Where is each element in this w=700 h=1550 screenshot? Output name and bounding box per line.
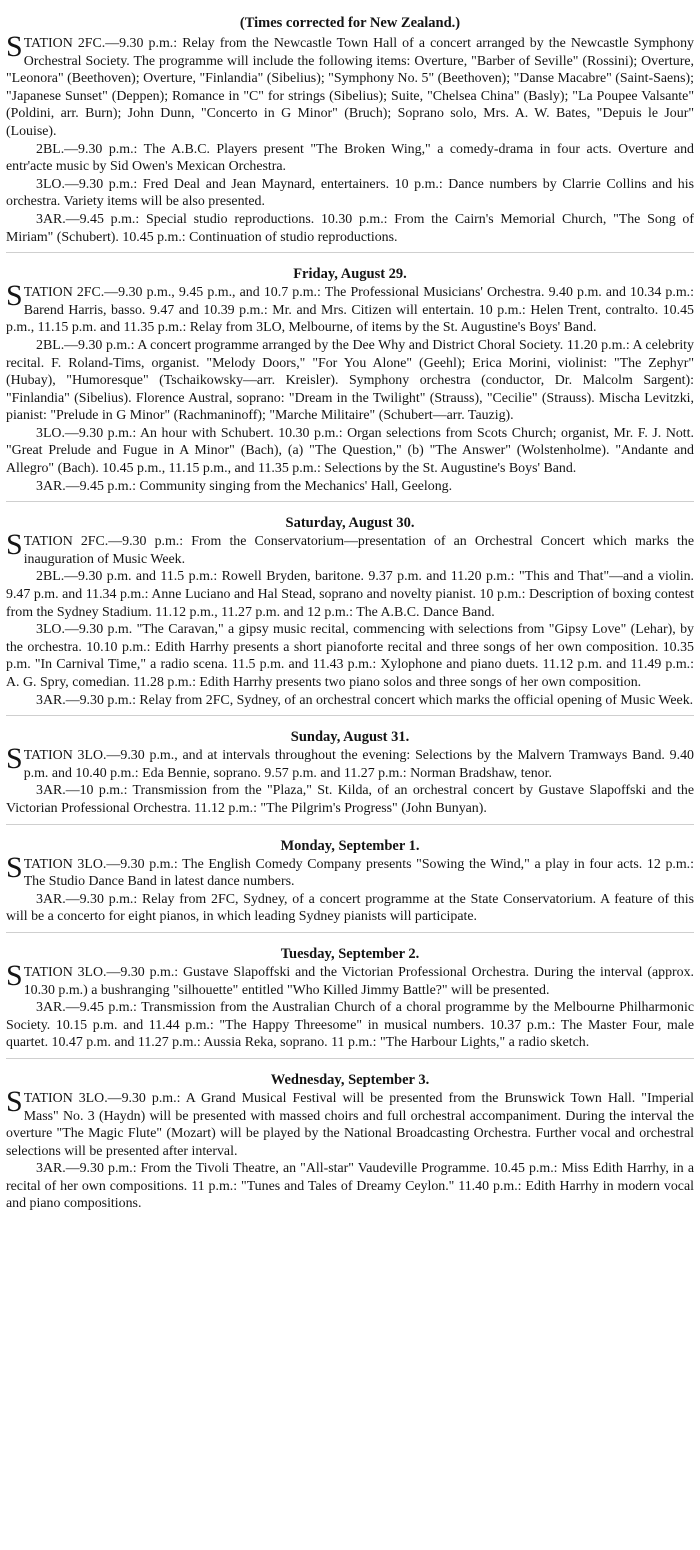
listing-paragraph: 3AR.—9.30 p.m.: Relay from 2FC, Sydney, of an orchestral concert which marks the official opening of Music Week. bbox=[36, 692, 694, 708]
section-divider bbox=[6, 1058, 694, 1059]
section-sunday bbox=[6, 728, 694, 817]
day-heading: Tuesday, September 2. bbox=[280, 945, 420, 962]
listing-paragraph: STATION 2FC.—9.30 p.m.: Relay from the Newcastle Town Hall of a concert arranged by the Newcastle Symphony Orchestral Society. The programme will include the following items: Overture, "Barber of Seville" (Rossini); Overture, "Leonora" (Beethoven); Overture, "Finlandia" (Sibelius); "Symphony No. 5" (Beethoven); "Danse Macabre" (Saint-Saens); "Japanese Sunset" (Deppen); Romance in "C" for strings (Sibelius); Suite, "Chelsea China" (Basly); "La Poupee Valsante" (Poldini, arr. Burn); John Dunn, "Concerto in G Minor" (Bruch); Soprano solo, Mrs. A. W. Bates, "Depuis le Jour" (Louise). bbox=[6, 30, 694, 139]
listing-paragraph: 2BL.—9.30 p.m.: The A.B.C. Players present "The Broken Wing," a comedy-drama in four acts. Overture and entr'acte music by Sid Owen's Mexican Orchestra. bbox=[6, 141, 694, 175]
listing-paragraph: 3AR.—9.45 p.m.: Community singing from the Mechanics' Hall, Geelong. bbox=[36, 478, 453, 494]
section-wednesday bbox=[6, 1071, 694, 1213]
listing-paragraph: STATION 3LO.—9.30 p.m.: The English Comedy Company presents "Sowing the Wind," a play in four acts. 12 p.m.: The Studio Dance Band in latest dance numbers. bbox=[6, 850, 694, 890]
listing-paragraph: STATION 3LO.—9.30 p.m., and at intervals throughout the evening: Selections by the Malvern Tramways Band. 9.40 p.m. and 10.40 p.m.: Eda Bennie, soprano. 9.57 p.m. and 11.27 p.m.: Norman Bradshaw, tenor. bbox=[6, 742, 694, 781]
day-heading: Monday, September 1. bbox=[280, 837, 420, 854]
listing-paragraph: STATION 2FC.—9.30 p.m.: From the Conservatorium—presentation of an Orchestral Concert which marks the inauguration of Music Week. bbox=[6, 528, 694, 567]
day-heading: Friday, August 29. bbox=[293, 266, 407, 283]
section-divider bbox=[6, 501, 694, 502]
day-heading: Saturday, August 30. bbox=[285, 515, 415, 532]
section-saturday bbox=[6, 514, 694, 709]
listing-paragraph: 3AR.—10 p.m.: Transmission from the "Plaza," St. Kilda, of an orchestral concert by Gustave Slapoffski and the Victorian Professional Orchestra. 11.12 p.m.: "The Pilgrim's Progress" (John Bunyan). bbox=[6, 783, 694, 816]
listing-paragraph: 3LO.—9.30 p.m.: An hour with Schubert. 10.30 p.m.: Organ selections from Scots Church; organist, Mr. F. J. Nott. "Great Prelude and Fugue in A Minor" (Bach), (a) "The Question," (b) "The Answer" (Wolstenholme). "Andante and Allegro" (Bach). 10.45 p.m., 11.15 p.m., and 11.35 p.m.: Selections by the St. Augustine's Boys' Band. bbox=[6, 425, 694, 477]
listing-paragraph: 3AR.—9.30 p.m.: From the Tivoli Theatre, an "All-star" Vaudeville Programme. 10.45 p.m.: Miss Edith Harrhy, in a recital of her own compositions. 11 p.m.: "Tunes and Tales of Dreamy Ceylon." 11.40 p.m.: Edith Harrhy in modern vocal and piano compositions. bbox=[6, 1161, 694, 1212]
section-tuesday bbox=[6, 945, 694, 1052]
page-header: (Times corrected for New Zealand.) bbox=[239, 15, 461, 31]
section-friday bbox=[6, 265, 694, 495]
listing-paragraph: 3AR.—9.30 p.m.: Relay from 2FC, Sydney, of a concert programme at the State Conservatorium. A feature of this will be a concerto for eight pianos, in which leading Sydney pianists will participate. bbox=[6, 891, 694, 925]
listing-paragraph: 2BL.—9.30 p.m.: A concert programme arranged by the Dee Why and District Choral Society. 11.20 p.m.: A celebrity recital. F. Roland-Tims, organist. "Melody Doors," "For You Alone" (Geehl); Erica Morini, violinist: "The Zephyr" (Hubay), "Humoresque" (Tschaikowsky—arr. Kreisler). Symphony orchestra (conductor, Dr. Malcolm Sargent): "Finlandia" (Sibelius). Florence Austral, soprano: "Dream in the Twilight" (Strauss), "Cecilie" (Strauss). Mischa Levitzki, pianist: "Prelude in G Minor" (Rachmaninoff); "Marche Militaire" (Schubert—arr. Tauzig). bbox=[6, 337, 694, 424]
day-heading: Sunday, August 31. bbox=[290, 729, 410, 746]
section-divider bbox=[6, 252, 694, 253]
day-heading: Wednesday, September 3. bbox=[270, 1071, 430, 1088]
listing-paragraph: STATION 3LO.—9.30 p.m.: A Grand Musical Festival will be presented from the Brunswick Town Hall. "Imperial Mass" No. 3 (Haydn) will be presented with massed choirs and full orchestral accompaniment. During the interval the overture "The Magic Flute" (Mozart) will be played by the National Broadcasting Orchestra. Further vocal and orchestral selections will be presented after interval. bbox=[6, 1084, 694, 1159]
listing-paragraph: 3LO.—9.30 p.m.: Fred Deal and Jean Maynard, entertainers. 10 p.m.: Dance numbers by Clarrie Collins and his orchestra. Variety items will be also presented. bbox=[6, 176, 694, 210]
listing-paragraph: STATION 3LO.—9.30 p.m.: Gustave Slapoffski and the Victorian Professional Orchestra. During the interval (approx. 10.30 p.m.) a bushranging "silhouette" entitled "Who Killed Jimmy Battle?" will be presented. bbox=[6, 958, 694, 998]
section-monday bbox=[6, 837, 694, 926]
section-divider bbox=[6, 932, 694, 933]
listing-paragraph: 3LO.—9.30 p.m. "The Caravan," a gipsy music recital, commencing with selections from "Gipsy Love" (Lehar), by the orchestra. 10.10 p.m.: Edith Harrhy presents a short pianoforte recital and three songs of her own composition. 10.35 p.m. "In Carnival Time," a radio scena. 11.5 p.m. and 11.43 p.m.: Xylophone and piano duets. 11.12 p.m. and 11.49 p.m.: A. G. Spry, comedian. 11.28 p.m.: Edith Harrhy presents two piano solos and three songs of her own composition. bbox=[6, 622, 694, 690]
listing-paragraph: 2BL.—9.30 p.m. and 11.5 p.m.: Rowell Bryden, baritone. 9.37 p.m. and 11.20 p.m.: "This and That"—and a violin. 9.47 p.m. and 11.34 p.m.: Anne Luciano and Hal Stead, soprano and novelty pianist. 10 p.m.: Description of boxing contest from the Sydney Stadium. 11.12 p.m., 11.27 p.m. and 12 p.m.: The A.B.C. Dance Band. bbox=[6, 569, 694, 620]
listing-paragraph: STATION 2FC.—9.30 p.m., 9.45 p.m., and 10.7 p.m.: The Professional Musicians' Orchestra. 9.40 p.m. and 10.34 p.m.: Barend Harris, basso. 9.47 and 10.39 p.m.: Mr. and Mrs. Citizen will entertain. 10 p.m.: Helen Trent, contralto. 10.45 p.m., 11.15 p.m. and 11.35 p.m.: Relay from 3LO, Melbourne, of items by the St. Augustine's Boys' Band. bbox=[6, 279, 694, 336]
listing-paragraph: 3AR.—9.45 p.m.: Transmission from the Australian Church of a choral programme by the Melbourne Philharmonic Society. 10.15 p.m. and 11.44 p.m.: "The Happy Threesome" in musical numbers. 10.37 p.m.: The Master Four, male quartet. 10.47 p.m. and 11.27 p.m.: Aussia Reka, soprano. 11 p.m.: "The Harbour Lights," a radio sketch. bbox=[6, 1000, 694, 1051]
listing-paragraph: 3AR.—9.45 p.m.: Special studio reproductions. 10.30 p.m.: From the Cairn's Memorial Church, "The Song of Miriam" (Schubert). 10.45 p.m.: Continuation of studio reproductions. bbox=[6, 211, 694, 245]
section-divider bbox=[6, 715, 694, 716]
section-new-zealand-times bbox=[6, 30, 694, 246]
section-divider bbox=[6, 824, 694, 825]
